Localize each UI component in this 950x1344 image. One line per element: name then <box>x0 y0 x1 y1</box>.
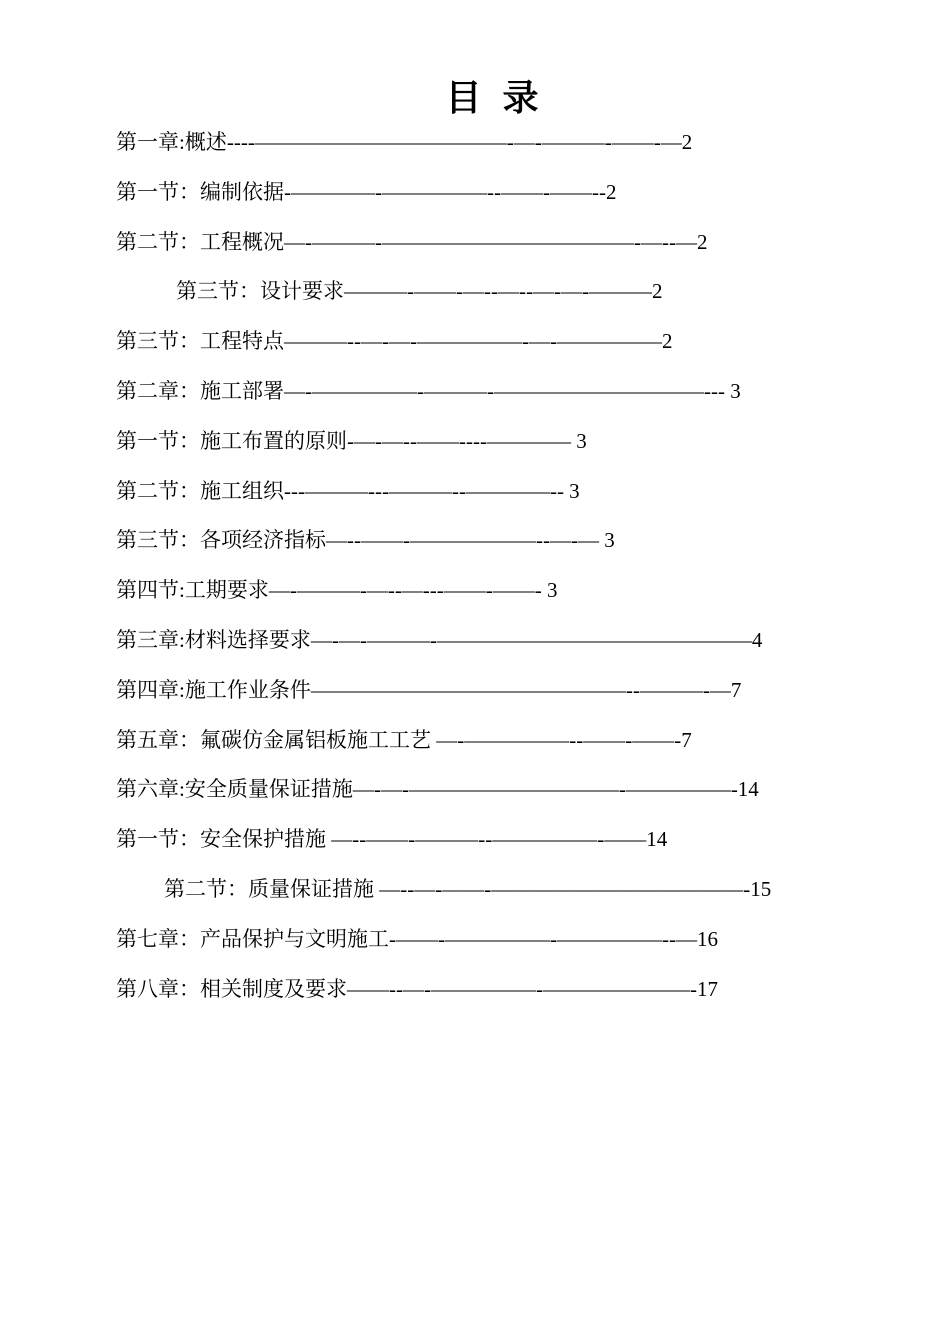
toc-entry: 第三节：设计要求———-——-—--—--—-—-———2 <box>176 279 663 304</box>
toc-entry: 第一章:概述----————————————-—-———-——-—2 <box>116 130 693 154</box>
toc-entry: 第四章:施工作业条件———————————————--———-—7 <box>116 677 742 702</box>
toc-entry: 第七章：产品保护与文明施工-——-—————-—————--—16 <box>116 926 718 951</box>
toc-entry: 第三节：各项经济指标—--——-——————--—-— 3 <box>116 528 615 553</box>
table-of-contents <box>116 124 876 1020</box>
toc-entry: 第二节：工程概况—-———-————————————-—--—2 <box>116 229 708 254</box>
toc-entry: 第二节：质量保证措施 —--—-——-————————————-15 <box>164 876 772 901</box>
toc-entry: 第六章:安全质量保证措施—-—-——————————-—————-14 <box>116 777 759 802</box>
toc-entry: 第五章：氟碳仿金属铝板施工工艺 —-—————--——-——-7 <box>116 727 692 752</box>
toc-entry: 第一节：施工布置的原则-—-—--——----———— 3 <box>116 428 587 453</box>
toc-title: 目 录 <box>445 78 545 118</box>
toc-entry: 第四节:工期要求—-———-—--—---——-——- 3 <box>116 578 558 603</box>
toc-entry: 第二章：施工部署—-—————-———-——————————--- 3 <box>116 378 741 403</box>
toc-entry: 第八章：相关制度及要求——--—-—————-———————-17 <box>116 976 718 1001</box>
toc-entry: 第三节：工程特点———--—-—-—————-—-—————2 <box>116 329 673 354</box>
toc-entry: 第一节：编制依据-————-—————--——-——--2 <box>116 179 617 204</box>
toc-entry: 第一节：安全保护措施 —--——-———--—————-——14 <box>116 827 668 852</box>
toc-entry: 第三章:材料选择要求—-—-———-———————————————4 <box>116 627 763 652</box>
toc-entry: 第二节：施工组织---———---———--————-- 3 <box>116 478 580 503</box>
